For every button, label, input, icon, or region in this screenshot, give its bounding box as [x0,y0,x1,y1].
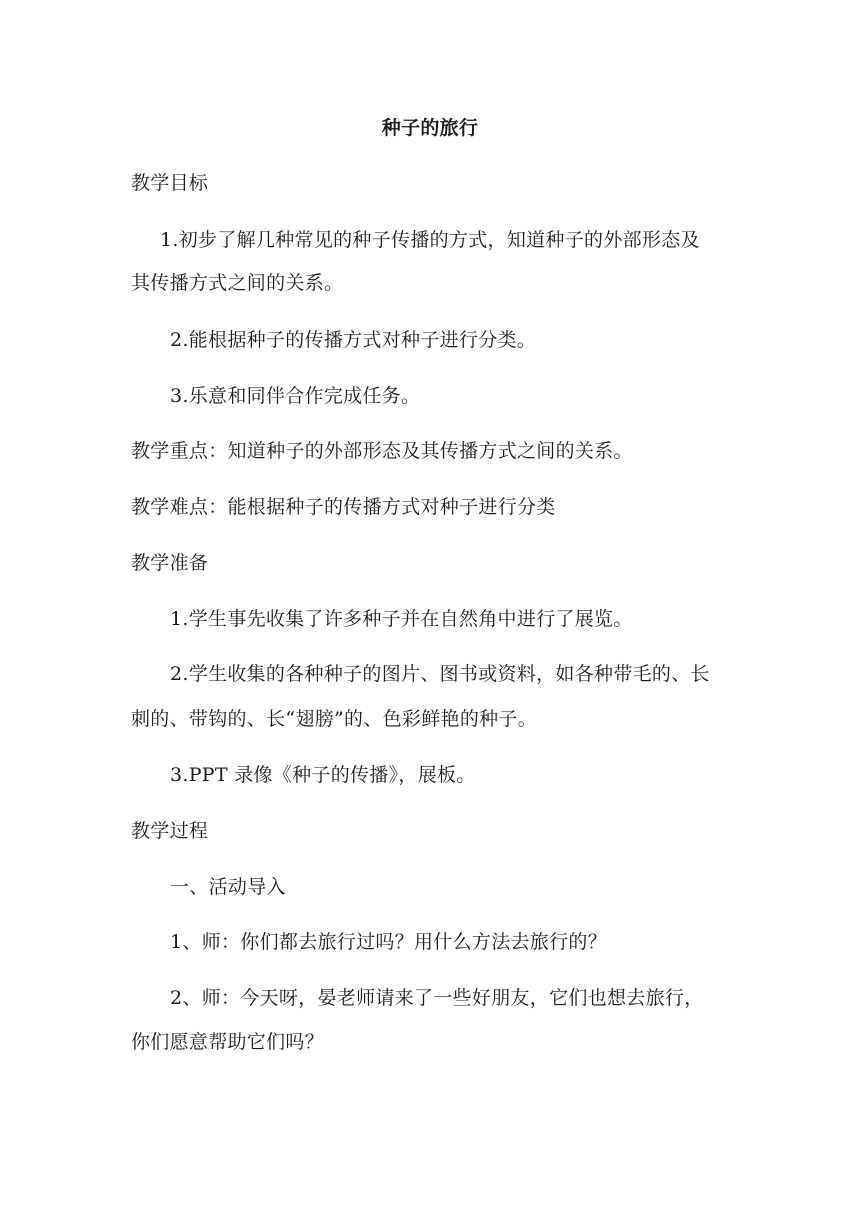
goal-2: 2.能根据种子的传播方式对种子进行分类。 [170,329,537,351]
step-1: 1、师：你们都去旅行过吗？用什么方法去旅行的？ [170,931,607,953]
prep-3: 3.PPT 录像《种子的传播》，展板。 [170,764,476,786]
step-2-line-2: 你们愿意帮助它们吗？ [131,1031,325,1053]
goal-1-line-2: 其传播方式之间的关系。 [131,272,344,294]
heading-teaching-process: 教学过程 [131,820,209,842]
goal-1-line-1: 1.初步了解几种常见的种子传播的方式，知道种子的外部形态及 [160,229,700,251]
document-title: 种子的旅行 [381,117,479,139]
step-2-line-1: 2、师：今天呀，晏老师请来了一些好朋友，它们也想去旅行， [170,987,704,1009]
key-point: 教学重点：知道种子的外部形态及其传播方式之间的关系。 [131,440,633,462]
heading-teaching-prep: 教学准备 [131,552,209,574]
heading-teaching-goals: 教学目标 [131,172,209,194]
difficult-point: 教学难点：能根据种子的传播方式对种子进行分类 [131,496,556,518]
prep-2-line-1: 2.学生收集的各种种子的图片、图书或资料，如各种带毛的、长 [170,663,710,685]
goal-3: 3.乐意和同伴合作完成任务。 [170,385,421,407]
prep-1: 1.学生事先收集了许多种子并在自然角中进行了展览。 [170,608,633,630]
prep-2-line-2: 刺的、带钩的、长“翅膀”的、色彩鲜艳的种子。 [131,708,538,730]
step-intro: 一、活动导入 [170,876,286,898]
